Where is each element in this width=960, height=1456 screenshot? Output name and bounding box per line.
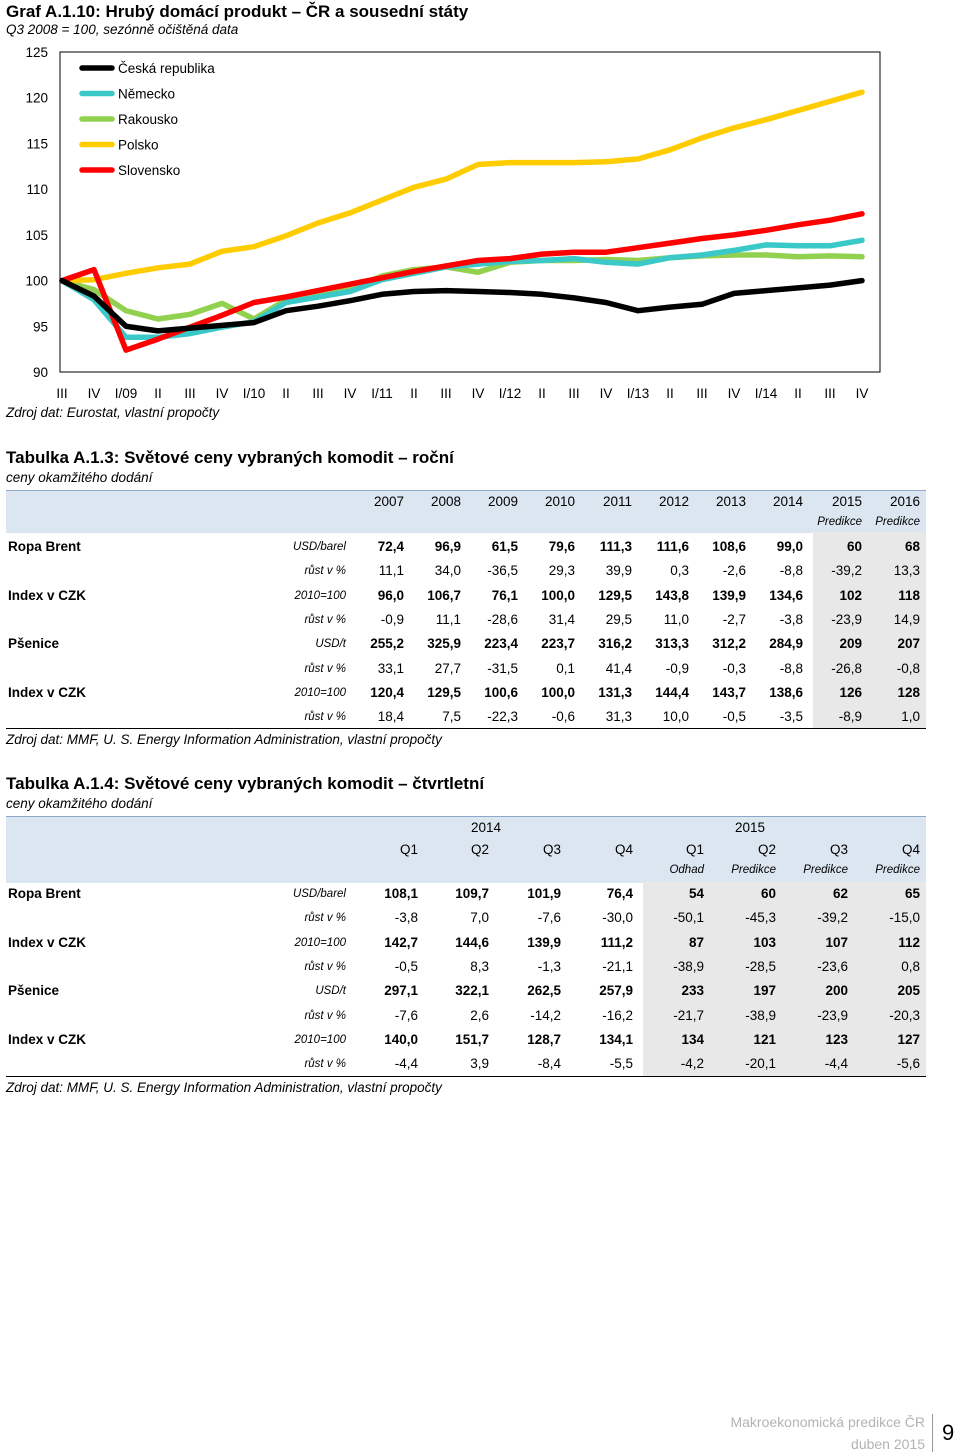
column-quarter: Q2 [757,842,776,857]
column-note: Predikce [731,864,776,876]
table-cell: -4,4 [824,1056,848,1072]
x-tick-label: I/14 [754,386,778,401]
x-tick-label: I/13 [626,386,650,401]
table-cell: 127 [897,1031,920,1047]
table-cell: 118 [898,587,920,603]
table-cell: -36,5 [487,563,518,579]
column-quarter: Q2 [470,842,489,857]
row-unit: růst v % [304,960,346,973]
column-year: 2016 [889,494,920,509]
table1-source: Zdroj dat: MMF, U. S. Energy Information Administration, vlastní propočty [6,732,442,747]
table-row [6,1052,926,1076]
table-cell: -5,6 [896,1056,920,1072]
column-year: 2007 [373,494,404,509]
table-cell: 112 [898,934,920,950]
table-cell: 18,4 [377,709,404,725]
x-tick-label: I/09 [114,386,138,401]
row-unit: růst v % [304,711,346,724]
table-row [6,608,926,632]
table-cell: 142,7 [384,934,418,950]
table-cell: 13,3 [893,563,920,579]
table-cell: 101,9 [527,886,561,901]
table-cell: -4,4 [394,1056,418,1072]
table-cell: -39,2 [817,910,848,926]
table-cell: -3,8 [779,611,803,627]
legend-label: Slovensko [118,163,181,178]
table-cell: -0,5 [394,958,418,974]
y-tick-label: 120 [25,90,48,106]
table-cell: 223,7 [541,636,575,652]
row-unit: růst v % [304,613,346,626]
y-tick-label: 95 [32,319,48,335]
column-quarter: Q3 [542,842,561,857]
table-cell: 322,1 [455,983,489,999]
table-row [6,955,926,979]
table-cell: -23,6 [817,958,848,974]
row-label: Pšenice [8,983,60,999]
table-cell: 76,4 [606,886,633,901]
table-cell: -26,8 [831,660,862,676]
y-tick-label: 115 [26,136,48,152]
table-cell: -23,9 [831,611,862,627]
table-cell: 60 [846,539,862,554]
column-quarter: Q4 [614,842,633,857]
table-cell: 41,4 [605,660,632,676]
x-tick-label: III [568,386,580,401]
column-year: 2011 [602,494,632,509]
table-cell: -0,3 [722,660,746,676]
table-cell: -23,9 [817,1007,848,1023]
x-tick-label: I/11 [371,386,393,401]
table-cell: -8,8 [779,660,803,676]
table-cell: 29,5 [605,611,632,627]
row-unit: růst v % [304,1009,346,1022]
x-tick-label: IV [727,386,741,401]
table-cell: -50,1 [673,910,704,926]
column-note: Odhad [669,864,704,876]
table-cell: 284,9 [769,636,803,652]
table-cell: 111,3 [599,539,632,554]
table-cell: -31,5 [487,660,518,676]
column-quarter: Q3 [829,842,848,857]
x-tick-label: IV [87,386,101,401]
table-cell: 111,6 [656,539,689,554]
legend-label: Rakousko [118,112,179,127]
table-cell: 14,9 [893,611,920,627]
table-row [6,584,926,608]
table-cell: 312,2 [712,636,746,652]
column-year: 2009 [487,494,518,509]
table-row [6,535,926,559]
x-tick-label: II [154,386,162,401]
table-cell: -30,0 [602,910,633,926]
column-note: Predikce [875,864,920,876]
column-year: 2015 [831,494,862,509]
table-cell: 8,3 [470,958,489,974]
row-unit: růst v % [304,1058,346,1071]
chart-subtitle: Q3 2008 = 100, sezónně očištěná data [6,22,239,37]
table-cell: 297,1 [384,983,418,999]
table-cell: -21,1 [602,958,633,974]
row-unit: 2010=100 [294,936,346,949]
table-cell: 257,9 [599,983,633,999]
table-cell: 128,7 [527,1031,561,1047]
table-cell: 60 [760,886,776,901]
chart-title: Graf A.1.10: Hrubý domácí produkt – ČR a sousední státy [6,2,469,21]
table-cell: -0,9 [665,660,689,676]
x-tick-label: II [410,386,418,401]
table-cell: -0,5 [722,709,746,725]
table-row [6,931,926,955]
row-label: Ropa Brent [8,539,81,554]
table-cell: 100,6 [484,684,518,700]
y-tick-label: 105 [25,227,48,243]
table-cell: 76,1 [491,587,518,603]
table2-title: Tabulka A.1.4: Světové ceny vybraných komodit – čtvrtletní [6,774,485,793]
table-cell: 129,5 [598,587,632,603]
table-cell: 87 [688,934,704,950]
gdp-line-chart [0,40,960,408]
table-cell: -15,0 [889,910,920,926]
table-cell: -3,8 [394,910,418,926]
table-cell: 62 [832,886,848,901]
table-cell: 96,0 [377,587,404,603]
x-tick-label: III [312,386,324,401]
table-cell: 233 [681,983,704,999]
table-cell: 31,4 [548,611,575,627]
table-cell: 143,8 [655,587,689,603]
chart-source: Zdroj dat: Eurostat, vlastní propočty [6,405,220,420]
table2-source: Zdroj dat: MMF, U. S. Energy Information Administration, vlastní propočty [6,1080,442,1095]
row-unit: 2010=100 [294,1033,346,1046]
x-tick-label: IV [215,386,229,401]
table-row [6,657,926,681]
page-number: 9 [942,1420,955,1445]
table-cell: 11,1 [435,611,461,627]
table-row [6,559,926,583]
table-cell: 120,4 [370,684,404,700]
table-cell: 54 [688,886,704,901]
table-cell: 131,3 [598,684,632,700]
table-cell: 3,9 [470,1056,489,1072]
x-tick-label: II [794,386,802,401]
table-cell: -16,2 [602,1007,633,1023]
table-cell: 106,7 [427,587,461,603]
table-cell: -28,5 [745,958,776,974]
table2-bottom-rule [6,1076,926,1077]
table-cell: 96,9 [434,539,461,554]
table-cell: 1,0 [901,709,920,725]
table-row [6,1028,926,1052]
table-cell: 207 [897,636,920,652]
table-cell: -0,9 [380,611,404,627]
x-tick-label: III [696,386,708,401]
table-cell: -0,8 [896,660,920,676]
row-unit: růst v % [304,912,346,925]
table-row [6,705,926,729]
table-cell: 107 [825,934,848,950]
column-year: 2014 [772,494,803,509]
table-cell: 103 [753,934,776,950]
table-cell: 99,0 [776,539,803,554]
x-tick-label: II [282,386,290,401]
table-cell: 108,1 [384,886,418,901]
y-tick-label: 110 [26,182,48,198]
x-tick-label: I/10 [242,386,266,401]
table-cell: 140,0 [384,1031,418,1047]
footer-date: duben 2015 [851,1436,925,1452]
table1-title: Tabulka A.1.3: Světové ceny vybraných komodit – roční [6,448,454,467]
table-cell: -14,2 [530,1007,561,1023]
x-tick-label: IV [471,386,485,401]
table-cell: 68 [904,539,920,554]
x-tick-label: II [666,386,674,401]
table-cell: -7,6 [537,910,561,926]
column-quarter: Q1 [685,842,704,857]
table-cell: 31,3 [605,709,632,725]
table-cell: 223,4 [484,636,518,652]
table-cell: -0,6 [551,709,575,725]
table-cell: -38,9 [745,1007,776,1023]
row-label: Index v CZK [8,1031,87,1047]
table-row [6,906,926,930]
row-unit: 2010=100 [294,686,346,699]
table-cell: 151,7 [455,1031,489,1047]
x-tick-label: III [184,386,196,401]
table-cell: 126 [839,684,862,700]
row-label: Ropa Brent [8,886,81,901]
table-cell: -20,1 [745,1056,776,1072]
table-row [6,882,926,906]
table-cell: 27,7 [434,660,461,676]
table-cell: 0,1 [556,660,575,676]
table-cell: 134,6 [769,587,803,603]
row-unit: USD/barel [292,541,346,553]
column-quarter: Q4 [901,842,920,857]
row-unit: růst v % [304,662,346,675]
series-line-0 [62,281,862,331]
table-row [6,681,926,705]
table-cell: -8,9 [838,709,862,725]
row-unit: růst v % [304,565,346,578]
table-cell: 11,1 [378,563,404,579]
column-note: Predikce [875,516,920,528]
row-label: Index v CZK [8,934,87,950]
annual-commodity-table [6,490,926,730]
row-unit: 2010=100 [294,589,346,602]
table-cell: 205 [897,983,920,999]
table-cell: 129,5 [427,684,461,700]
column-year: 2010 [544,494,575,509]
column-year-group: 2014 [470,820,502,835]
y-tick-label: 100 [25,273,48,289]
table-cell: -39,2 [831,563,862,579]
table-cell: 109,7 [455,886,489,901]
table-cell: -5,5 [609,1056,633,1072]
table-cell: 121 [753,1031,776,1047]
y-tick-label: 90 [32,365,48,380]
x-tick-label: III [56,386,68,401]
table-cell: 262,5 [527,983,561,999]
table-cell: 197 [753,983,776,999]
table2-subtitle: ceny okamžitého dodání [6,796,153,811]
table-cell: 255,2 [370,636,404,652]
row-unit: USD/t [315,985,346,998]
table-cell: 0,3 [670,563,689,579]
table-row [6,1004,926,1028]
x-tick-label: III [440,386,452,401]
table-cell: 209 [839,636,862,652]
table1-subtitle: ceny okamžitého dodání [6,470,153,485]
table-cell: 100,0 [541,684,575,700]
table-cell: 7,0 [470,910,489,926]
row-unit: USD/t [315,638,346,651]
x-tick-label: IV [855,386,869,401]
table-cell: 72,4 [377,539,404,554]
row-label: Index v CZK [8,587,87,603]
row-label: Index v CZK [8,684,87,700]
table-cell: -8,8 [779,563,803,579]
table-row [6,632,926,656]
table-cell: 34,0 [434,563,461,579]
table-cell: 100,0 [541,587,575,603]
table-cell: 79,6 [548,539,575,554]
table-cell: 65 [904,886,920,901]
table-cell: 139,9 [527,934,561,950]
table-cell: -20,3 [889,1007,920,1023]
table-cell: -2,7 [722,611,746,627]
table-cell: 200 [825,983,848,999]
table-row [6,979,926,1003]
footer-publication: Makroekonomická predikce ČR [730,1414,925,1430]
table-cell: 143,7 [712,684,746,700]
table-cell: 134 [681,1031,704,1047]
table-cell: -21,7 [673,1007,704,1023]
table-cell: 10,0 [662,709,689,725]
row-label: Pšenice [8,636,60,652]
row-unit: USD/barel [292,888,346,900]
table-cell: -22,3 [487,709,518,725]
table-cell: 313,3 [655,636,689,652]
table-cell: 102 [839,587,862,603]
table-cell: -45,3 [745,910,776,926]
table-cell: 134,1 [599,1031,633,1047]
table-cell: -3,5 [779,709,803,725]
table-cell: -7,6 [394,1007,418,1023]
legend-label: Německo [118,86,176,102]
column-year: 2013 [715,494,746,509]
column-year: 2008 [430,494,461,509]
table-cell: 29,3 [548,563,575,579]
table-cell: 61,5 [491,539,518,554]
table-cell: -38,9 [673,958,704,974]
table-cell: 2,6 [470,1007,489,1023]
column-note: Predikce [817,516,862,528]
table-cell: -1,3 [537,958,561,974]
table-cell: 33,1 [377,660,404,676]
table-cell: 128 [897,684,920,700]
table-cell: 7,5 [442,709,461,725]
table-cell: -8,4 [537,1056,561,1072]
table-cell: 144,4 [655,684,689,700]
table-cell: 111,2 [600,934,633,950]
x-tick-label: II [538,386,546,401]
table1-bottom-rule [6,728,926,729]
table-cell: 0,8 [901,958,920,974]
quarterly-commodity-table [6,816,926,1078]
table-cell: 108,6 [712,539,746,554]
table-cell: 139,9 [712,587,746,603]
table-cell: 316,2 [598,636,632,652]
table-cell: -2,6 [722,563,746,579]
table-cell: -28,6 [487,611,518,627]
column-year-group: 2015 [734,820,766,835]
table-cell: 39,9 [605,563,632,579]
table-cell: 144,6 [455,934,489,950]
column-quarter: Q1 [399,842,418,857]
table-cell: 325,9 [427,636,461,652]
column-year: 2012 [658,494,689,509]
y-tick-label: 125 [25,45,48,60]
legend-label: Polsko [118,137,159,153]
x-tick-label: I/12 [498,386,522,401]
x-tick-label: IV [599,386,613,401]
table-cell: 11,0 [663,611,689,627]
column-note: Predikce [803,864,848,876]
table-cell: -4,2 [680,1056,704,1072]
table-cell: 138,6 [769,684,803,700]
legend-label: Česká republika [118,61,215,76]
table-cell: 123 [825,1031,848,1047]
x-tick-label: III [824,386,836,401]
x-tick-label: IV [343,386,357,401]
footer-divider [932,1414,933,1452]
